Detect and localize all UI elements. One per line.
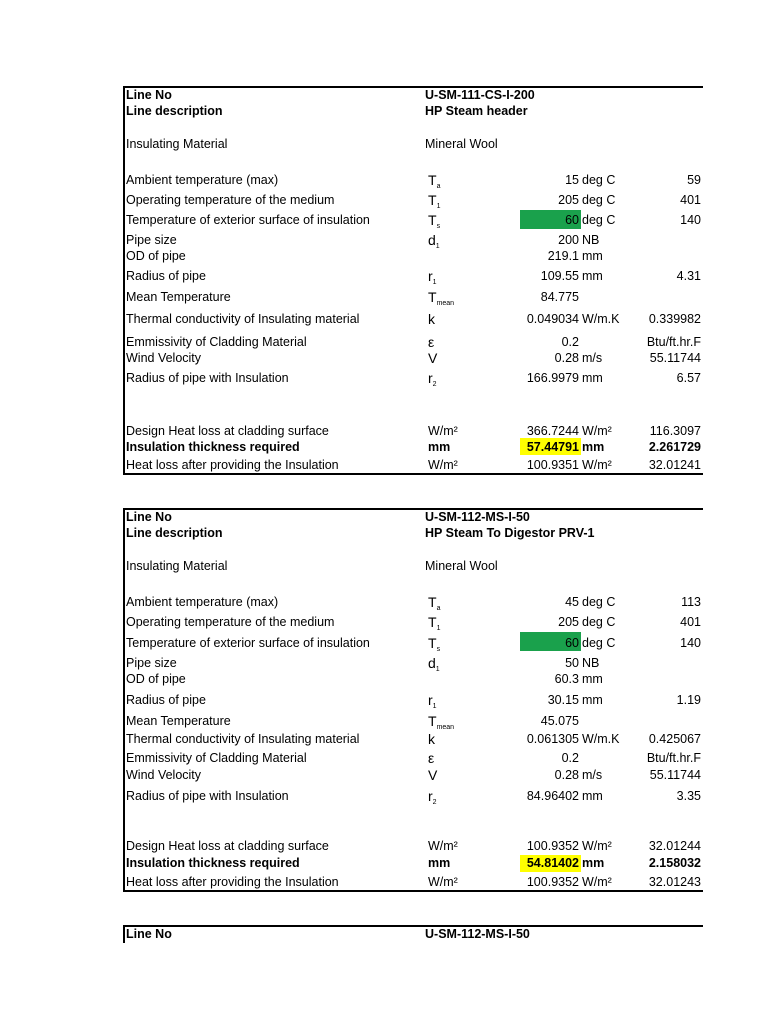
line-description-label: Line description [126,104,223,118]
param-value: 219.1 [547,249,579,263]
insulation-thickness-row [123,439,703,455]
design-heat-loss-unit: W/m² [582,839,612,853]
symbol-letter: T [428,192,437,208]
param-value: 0.2 [561,335,579,349]
insulation-thickness-alt: 2.158032 [648,856,701,870]
param-alt-value: 113 [681,595,701,609]
param-alt-value: 55.11744 [649,351,701,365]
symbol-letter: r [428,268,433,284]
insulation-thickness-alt: 2.261729 [648,440,701,454]
param-alt-value: Btu/ft.hr.F [646,335,701,349]
line-no-label: Line No [126,927,172,941]
insulation-thickness-unit: mm [582,856,605,870]
param-symbol [428,370,437,393]
symbol-subscript: 1 [436,203,441,210]
param-alt-value: Btu/ft.hr.F [646,751,701,765]
heat-loss-after-label: Heat loss after providing the Insulation [126,875,339,889]
param-symbol [428,767,437,790]
param-label: Mean Temperature [126,714,231,728]
param-unit: mm [582,789,603,803]
param-row [123,750,703,766]
insulating-material-value: Mineral Wool [425,137,498,151]
line-no-row [123,87,703,103]
symbol-subscript: a [436,605,441,612]
param-unit: deg C [582,173,616,187]
symbol-letter: T [428,212,437,228]
param-row [123,370,703,386]
symbol-letter: k [428,731,435,747]
param-row [123,350,703,366]
design-heat-loss-label: Design Heat loss at cladding surface [126,424,329,438]
param-symbol [428,289,454,312]
param-value: 45 [565,595,579,609]
param-row [123,289,703,305]
param-label: Thermal conductivity of Insulating material [126,312,360,326]
param-label: Radius of pipe [126,693,206,707]
symbol-subscript: 1 [435,666,440,673]
param-label: Mean Temperature [126,290,231,304]
param-label: Emmissivity of Cladding Material [126,335,307,349]
insulation-thickness-label: Insulation thickness required [126,440,300,454]
param-row [123,311,703,327]
symbol-subscript: 1 [432,279,437,286]
param-value: 60 [565,213,579,227]
param-unit: deg C [582,636,616,650]
symbol-letter: ε [428,334,435,350]
param-value: 84.96402 [526,789,579,803]
param-label: Pipe size [126,233,177,247]
param-unit: NB [582,233,600,247]
param-label: OD of pipe [126,672,186,686]
param-symbol [428,692,437,715]
param-row [123,614,703,630]
design-heat-loss-symbol: W/m² [428,839,458,853]
param-value: 109.55 [540,269,579,283]
line-no-label: Line No [126,510,172,524]
param-row [123,212,703,228]
design-heat-loss-row [123,838,703,854]
param-row [123,594,703,610]
symbol-letter: r [428,788,433,804]
param-unit: mm [582,249,603,263]
param-alt-value: 140 [680,213,701,227]
line-description-row [123,525,703,541]
param-unit: mm [582,269,603,283]
param-alt-value: 401 [680,615,701,629]
design-heat-loss-unit: W/m² [582,424,612,438]
param-alt-value: 0.425067 [648,732,701,746]
symbol-subscript: 2 [432,799,437,806]
insulation-thickness-label: Insulation thickness required [126,856,300,870]
param-unit: deg C [582,193,616,207]
line-no-value: U-SM-112-MS-I-50 [425,927,530,941]
symbol-subscript: 1 [436,625,441,632]
symbol-subscript: 2 [432,381,437,388]
heat-loss-after-value: 100.9351 [526,458,579,472]
insulation-thickness-symbol: mm [428,440,451,454]
param-unit: deg C [582,213,616,227]
param-value: 15 [565,173,579,187]
param-symbol [428,788,437,811]
param-alt-value: 55.11744 [649,768,701,782]
param-alt-value: 4.31 [676,269,701,283]
symbol-letter: r [428,692,433,708]
design-heat-loss-row [123,423,703,439]
param-row [123,767,703,783]
param-row [123,788,703,804]
heat-loss-after-symbol: W/m² [428,875,458,889]
line-no-row [123,926,703,942]
design-heat-loss-label: Design Heat loss at cladding surface [126,839,329,853]
symbol-letter: T [428,713,437,729]
param-label: Temperature of exterior surface of insulation [126,213,370,227]
param-row [123,268,703,284]
param-value: 0.2 [561,751,579,765]
param-alt-value: 401 [680,193,701,207]
param-value: 200 [558,233,579,247]
line-no-row [123,509,703,525]
symbol-letter: r [428,370,433,386]
insulation-thickness-value: 57.44791 [526,440,579,454]
param-label: Wind Velocity [126,768,202,782]
param-value: 60 [565,636,579,650]
symbol-letter: V [428,350,438,366]
heat-loss-after-row [123,457,703,473]
param-value: 0.061305 [526,732,579,746]
param-alt-value: 59 [687,173,701,187]
param-value: 205 [558,193,579,207]
symbol-letter: T [428,614,437,630]
param-value: 50 [565,656,579,670]
heat-loss-after-value: 100.9352 [526,875,579,889]
symbol-letter: T [428,635,437,651]
param-value: 45.075 [540,714,579,728]
param-unit: mm [582,672,603,686]
line-description-label: Line description [126,526,223,540]
symbol-letter: T [428,289,437,305]
symbol-letter: ε [428,750,435,766]
heat-loss-after-label: Heat loss after providing the Insulation [126,458,339,472]
param-unit: deg C [582,615,616,629]
insulation-thickness-unit: mm [582,440,605,454]
line-no-label: Line No [126,88,172,102]
symbol-subscript: s [436,223,441,230]
symbol-subscript: 1 [432,703,437,710]
symbol-letter: T [428,172,437,188]
param-alt-value: 1.19 [676,693,701,707]
heat-loss-after-alt: 32.01241 [648,458,701,472]
param-unit: mm [582,371,603,385]
insulating-material-row [123,136,703,152]
symbol-letter: T [428,594,437,610]
design-heat-loss-alt: 32.01244 [648,839,701,853]
param-row [123,248,703,264]
symbol-letter: d [428,655,436,671]
heat-loss-after-symbol: W/m² [428,458,458,472]
insulating-material-value: Mineral Wool [425,559,498,573]
insulating-material-label: Insulating Material [126,559,228,573]
param-unit: m/s [582,768,603,782]
param-row [123,334,703,350]
param-unit: W/m.K [582,732,620,746]
param-row [123,671,703,687]
symbol-subscript: s [436,646,441,653]
symbol-subscript: mean [436,724,455,731]
param-value: 84.775 [540,290,579,304]
design-heat-loss-symbol: W/m² [428,424,458,438]
bottom-border [123,473,703,475]
param-unit: deg C [582,595,616,609]
insulation-thickness-symbol: mm [428,856,451,870]
param-label: Wind Velocity [126,351,202,365]
param-value: 60.3 [554,672,579,686]
param-label: Temperature of exterior surface of insulation [126,636,370,650]
param-unit: NB [582,656,600,670]
param-symbol [428,268,437,291]
param-alt-value: 3.35 [676,789,701,803]
param-row [123,172,703,188]
param-label: Emmissivity of Cladding Material [126,751,307,765]
param-unit: W/m.K [582,312,620,326]
insulating-material-label: Insulating Material [126,137,228,151]
heat-loss-after-alt: 32.01243 [648,875,701,889]
heat-loss-after-unit: W/m² [582,875,612,889]
param-unit: m/s [582,351,603,365]
param-value: 0.28 [554,768,579,782]
param-row [123,731,703,747]
param-label: Radius of pipe with Insulation [126,371,289,385]
param-row [123,655,703,671]
param-label: Operating temperature of the medium [126,615,335,629]
design-heat-loss-value: 100.9352 [526,839,579,853]
param-label: Ambient temperature (max) [126,595,279,609]
param-label: Thermal conductivity of Insulating material [126,732,360,746]
insulation-thickness-value: 54.81402 [526,856,579,870]
symbol-subscript: mean [436,300,455,307]
param-symbol [428,311,435,334]
param-row [123,232,703,248]
param-label: Radius of pipe [126,269,206,283]
param-label: Pipe size [126,656,177,670]
param-row [123,192,703,208]
symbol-letter: V [428,767,438,783]
param-label: Operating temperature of the medium [126,193,335,207]
heat-loss-after-row [123,874,703,890]
symbol-subscript: 1 [435,243,440,250]
insulating-material-row [123,558,703,574]
param-value: 30.15 [547,693,579,707]
symbol-letter: k [428,311,435,327]
line-description-value: HP Steam To Digestor PRV-1 [425,526,595,540]
param-label: Radius of pipe with Insulation [126,789,289,803]
param-row [123,713,703,729]
param-unit: mm [582,693,603,707]
line-description-value: HP Steam header [425,104,528,118]
param-symbol [428,614,440,637]
param-label: Ambient temperature (max) [126,173,279,187]
param-row [123,692,703,708]
design-heat-loss-value: 366.7244 [526,424,579,438]
param-label: OD of pipe [126,249,186,263]
design-heat-loss-alt: 116.3097 [649,424,701,438]
heat-loss-after-unit: W/m² [582,458,612,472]
param-row [123,635,703,651]
param-value: 0.049034 [526,312,579,326]
param-value: 0.28 [554,351,579,365]
param-value: 166.9979 [526,371,579,385]
line-description-row [123,103,703,119]
param-alt-value: 0.339982 [648,312,701,326]
symbol-letter: d [428,232,436,248]
line-no-value: U-SM-111-CS-I-200 [425,88,535,102]
symbol-subscript: a [436,183,441,190]
insulation-thickness-row [123,855,703,871]
param-alt-value: 140 [680,636,701,650]
param-value: 205 [558,615,579,629]
param-alt-value: 6.57 [676,371,701,385]
line-no-value: U-SM-112-MS-I-50 [425,510,530,524]
bottom-border [123,890,703,892]
